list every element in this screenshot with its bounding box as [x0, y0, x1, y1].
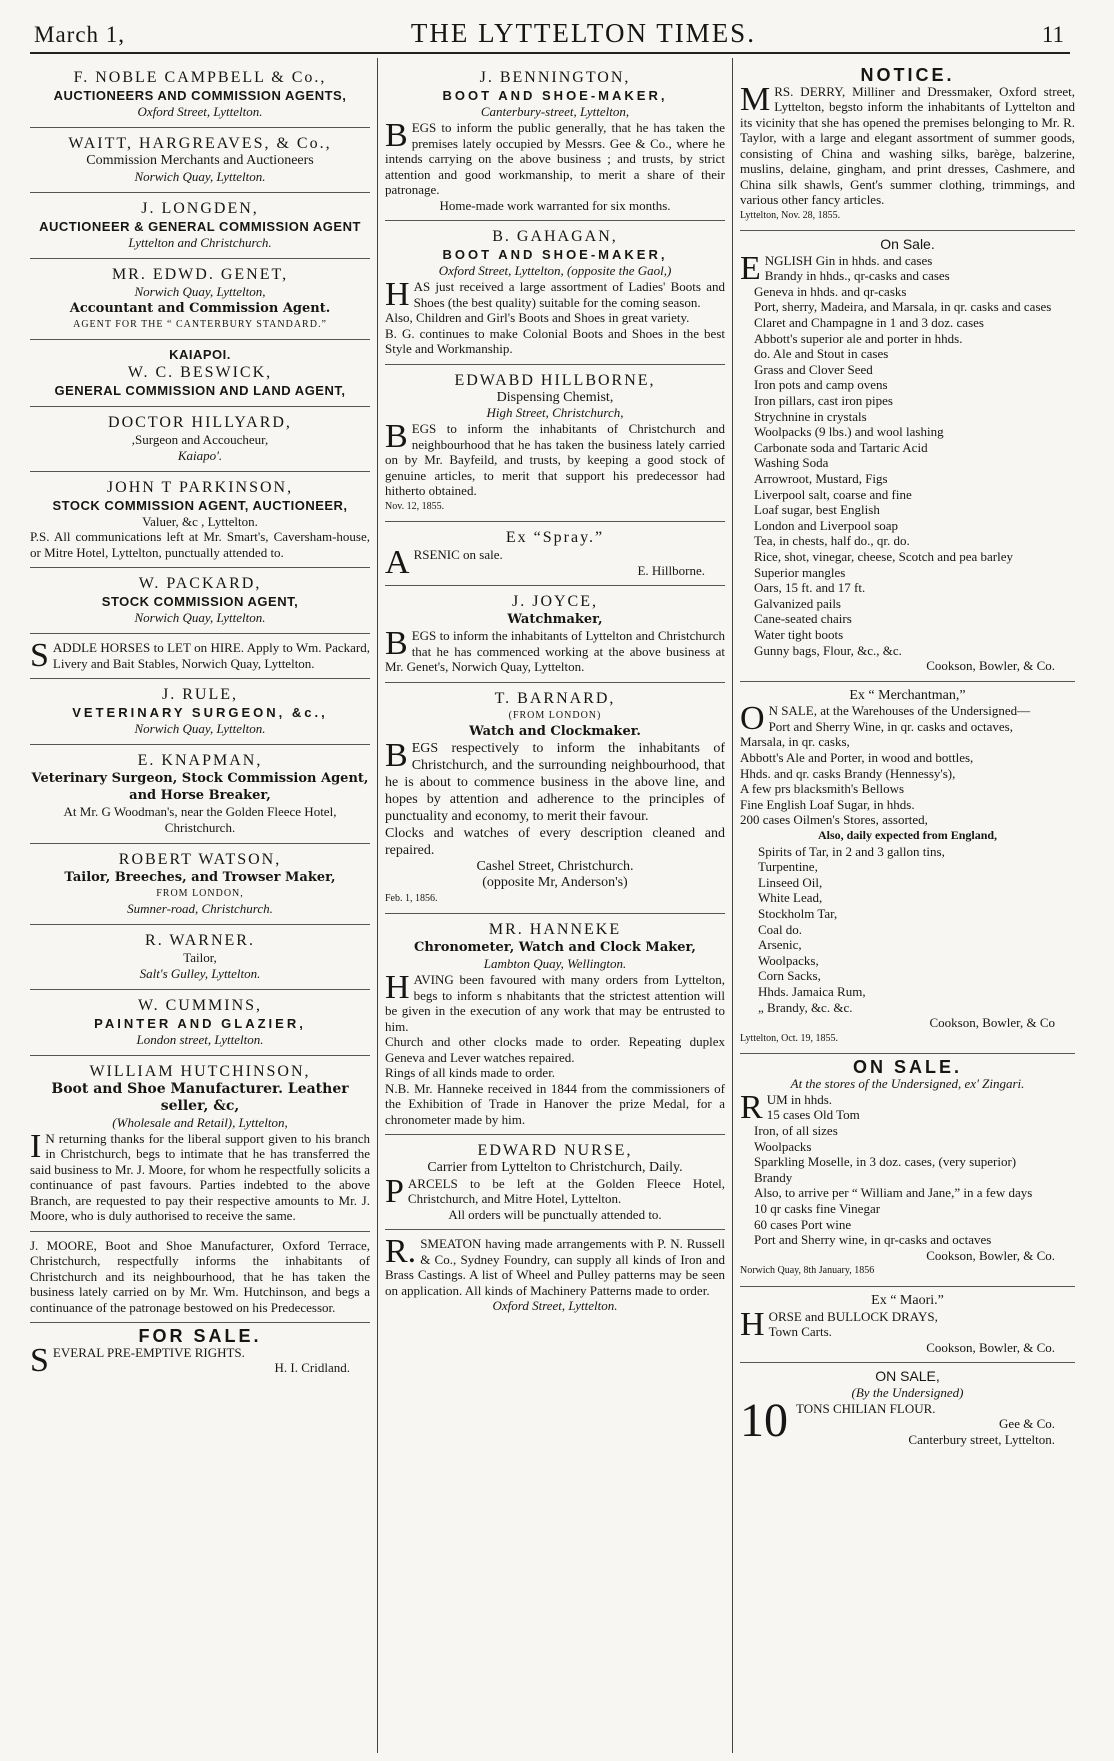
ad-address: Salt's Gulley, Lyttelton. [139, 965, 261, 981]
ad-paragraph: B. G. continues to make Colonial Boots and Shoes in the best Style and Workmanship. [385, 325, 725, 357]
list-item: Iron pots and camp ovens [754, 377, 888, 393]
ad-body: N SALE, at the Warehouses of the Undersigned— [768, 703, 1031, 719]
list-item: Woolpacks (9 lbs.) and wool lashing [754, 424, 944, 440]
list-item: 15 cases Old Tom [766, 1107, 860, 1123]
ad-address: Norwich Quay, Lyttelton. [134, 721, 266, 737]
ad-role: Commission Merchants and Auctioneers [86, 153, 314, 168]
list-item: Superior mangles [754, 564, 846, 580]
ad-body: ARCELS to be left at the Golden Fleece Hotel, Christchurch, and Mitre Hotel, Lyttelton. [407, 1175, 725, 1207]
advertisement [740, 62, 1075, 231]
list-item: Fine English Loaf Sugar, in hhds. [740, 796, 915, 812]
list-item: Abbott's superior ale and porter in hhds. [754, 330, 963, 346]
ad-body: RSENIC on sale. [413, 547, 503, 563]
ad-heading: Ex “ Maori.” [871, 1292, 944, 1308]
ad-role: STOCK COMMISSION AGENT, AUCTIONEER, [52, 497, 348, 513]
list-item: Water tight boots [754, 626, 844, 642]
list-item: Gunny bags, Flour, &c., &c. [754, 642, 902, 658]
ad-paragraph: All orders will be punctually attended to. [448, 1206, 662, 1222]
ad-place: KAIAPOI. [169, 347, 231, 363]
ad-name: W. C. BESWICK, [127, 364, 273, 382]
ad-name: T. BARNARD, [494, 689, 616, 707]
list-item: Arrowroot, Mustard, Figs [754, 471, 888, 486]
ad-address: High Street, Christchurch, [486, 405, 624, 421]
ad-note: Home-made work warranted for six months. [439, 197, 671, 213]
goods-list [740, 1107, 1075, 1247]
goods-list [740, 719, 1075, 828]
ad-body-wrap [385, 969, 725, 1034]
ad-heading: FOR SALE. [138, 1326, 262, 1347]
ad-name: ROBERT WATSON, [118, 850, 282, 868]
list-item: Arsenic, [758, 937, 802, 953]
ad-subtitle: Also, daily expected from England, [817, 827, 998, 842]
list-item: Iron, of all sizes [754, 1122, 838, 1138]
ad-paragraph: N.B. Mr. Hanneke received in 1844 from the commissioners of the Exhibition of Trade in Hanover the prize Medal, for a chronometer made by him. [385, 1080, 725, 1127]
advertisement [30, 1056, 370, 1232]
advertisement [740, 1287, 1075, 1363]
ad-name: JOHN T PARKINSON, [106, 478, 294, 496]
ad-body: AVING been favoured with many orders from Lyttelton, begs to inform s nhabitants that the strictest attention will be given in the execution of any work that may be entrusted to him. [385, 972, 725, 1034]
list-item: Brandy in hhds., qr-casks and cases [764, 268, 950, 284]
list-item: Liverpool salt, coarse and fine [754, 486, 912, 502]
ad-address: Cashel Street, Christchurch. [476, 859, 634, 875]
ad-name: WAITT, HARGREAVES, & Co., [68, 135, 332, 152]
advertisement [30, 193, 370, 259]
ad-paragraph: Rings of all kinds made to order. [385, 1065, 556, 1081]
drop-cap: A [385, 544, 410, 582]
ad-signature: Cookson, Bowler, & Co. [926, 658, 1055, 674]
advertisement [30, 925, 370, 990]
ad-address: Lambton Quay, Wellington. [483, 956, 627, 972]
advertisement [30, 745, 370, 843]
ad-heading: NOTICE. [860, 65, 955, 85]
list-item: Iron pillars, cast iron pipes [754, 393, 893, 409]
ad-body-wrap [385, 418, 725, 499]
column-1 [30, 62, 370, 1754]
ad-role: Carrier from Lyttelton to Christchurch, Daily. [427, 1160, 683, 1176]
advertisement [30, 990, 370, 1056]
ad-address: At Mr. G Woodman's, near the Golden Fleece Hotel, Christchurch. [63, 804, 337, 835]
ad-address: Norwich Quay, Lyttelton. [134, 610, 266, 626]
ad-body-wrap [385, 1172, 725, 1210]
advertisement [30, 62, 370, 128]
drop-cap: B [385, 737, 408, 775]
ad-paragraph: Town Carts. [768, 1324, 832, 1339]
ad-name: EDWARD NURSE, [477, 1142, 633, 1160]
ad-address: Norwich Quay, Lyttelton, [134, 283, 266, 299]
ad-subtitle: FROM LONDON, [156, 887, 244, 899]
drop-cap: H [740, 1305, 765, 1343]
drop-cap: S [30, 637, 49, 675]
advertisement [385, 1135, 725, 1230]
list-item: Also, to arrive per “ William and Jane,” in a few days [754, 1185, 1033, 1201]
list-item: Claret and Champagne in 1 and 3 doz. cases [754, 315, 984, 331]
ad-address: Norwich Quay, Lyttelton. [134, 168, 266, 184]
list-item: „ Brandy, &c. &c. [758, 999, 853, 1015]
ad-role: Accountant and Commission Agent. [69, 300, 331, 316]
ad-body: J. MOORE, Boot and Shoe Manufacturer, Oxford Terrace, Christchurch, respectfully informs the inhabitants of Christchurch and its neighbourhood, that he has taken the business lately carried on by Mr. Wm. Hutchinson, and begs a continuance of the patronage bestowed on his Predecessor. [30, 1237, 370, 1315]
ad-paragraph: Also, Children and Girl's Boots and Shoes in great variety. [385, 310, 690, 326]
advertisement [30, 407, 370, 472]
list-item: Galvanized pails [754, 595, 841, 611]
ad-signature: Cookson, Bowler, & Co. [926, 1339, 1055, 1355]
ad-role: Veterinary Surgeon, Stock Commission Agent, and Horse Breaker, [31, 771, 369, 804]
ad-body: AS just received a large assortment of Ladies' Boots and Shoes (the best quality) suitable for the coming season. [413, 279, 725, 310]
drop-cap: H [385, 276, 410, 314]
ad-name: MR. HANNEKE [488, 921, 622, 939]
advertisement [30, 1323, 370, 1383]
ad-role: Tailor, [183, 950, 217, 966]
ad-role: Boot and Shoe Manufacturer. Leather seller, &c, [51, 1080, 349, 1114]
ad-address: (Wholesale and Retail), Lyttelton, [112, 1114, 288, 1130]
advertisement [385, 221, 725, 365]
ad-signature: Gee & Co. [999, 1416, 1055, 1432]
drop-cap: H [385, 969, 410, 1007]
ad-subtitle: (FROM LONDON) [508, 709, 602, 721]
ad-role: AUCTIONEER & GENERAL COMMISSION AGENT [39, 218, 361, 234]
ad-body: ADDLE HORSES to LET on HIRE. Apply to Wm. Packard, Livery and Bait Stables, Norwich Quay, Lyttelton. [52, 640, 370, 671]
ad-name: E. KNAPMAN, [137, 752, 263, 770]
list-item: 60 cases Port wine [754, 1216, 852, 1232]
ad-body: SMEATON having made arrangements with P. N. Russell & Co., Sydney Foundry, can supply all kinds of Iron and Brass Castings. A list of Wheel and Pulley patterns may be seen on application. All kinds of Machinery Patterns made to order. [385, 1236, 725, 1298]
ad-subtitle: At the stores of the Undersigned, ex' Zingari. [790, 1075, 1025, 1091]
ad-date: Feb. 1, 1856. [385, 892, 438, 904]
ad-signature: H. I. Cridland. [274, 1360, 350, 1376]
ad-body: EGS to inform the inhabitants of Christchurch and neighbourhood that he has taken the business lately carried on by Mr. Bayfeild, and trusts, by keeping a good stock of genuine articles, to merit that support his predecessor had hitherto obtained. [385, 421, 725, 499]
drop-cap: B [385, 418, 408, 456]
ad-address: Oxford Street, Lyttelton, (opposite the Gaol,) [438, 263, 672, 279]
advertisement [30, 568, 370, 634]
advertisement [30, 1232, 370, 1324]
ad-subtitle: (By the Undersigned) [851, 1384, 964, 1400]
ad-role: Watchmaker, [507, 612, 603, 628]
ad-role: Chronometer, Watch and Clock Maker, [414, 940, 696, 956]
newspaper-title: THE LYTTELTON TIMES. [410, 18, 756, 48]
list-item: Woolpacks, [758, 952, 819, 968]
ad-name: J. JOYCE, [511, 593, 598, 611]
ad-role: GENERAL COMMISSION AND LAND AGENT, [54, 383, 346, 399]
ad-address: Sumner-road, Christchurch. [127, 901, 273, 917]
ad-address: Canterbury street, Lyttelton. [908, 1431, 1055, 1447]
ad-body: TONS CHILIAN FLOUR. [796, 1400, 936, 1416]
column-3 [740, 62, 1075, 1754]
ad-address: Canterbury-street, Lyttelton, [480, 104, 630, 119]
list-item: Grass and Clover Seed [754, 361, 873, 377]
masthead [34, 18, 1064, 48]
ad-address: Lyttelton and Christchurch. [128, 234, 272, 250]
ad-role: Dispensing Chemist, [496, 389, 614, 405]
advertisement [740, 1363, 1075, 1454]
advertisement [30, 128, 370, 193]
ad-date: Norwich Quay, 8th January, 1856 [740, 1265, 875, 1277]
list-item: Turpentine, [758, 859, 818, 875]
drop-cap: 10 [740, 1393, 788, 1447]
masthead-rule [30, 52, 1070, 54]
ad-body-wrap [740, 80, 1075, 208]
ad-body: EGS to inform the public generally, that he has taken the premises lately occupied by Messrs. Gee & Co., where he intends carrying on the above business ; and trusts, by strict attention and good workmanship, to merit a share of their patronage. [385, 120, 725, 197]
column-divider [732, 58, 733, 1753]
ad-role: PAINTER AND GLAZIER, [94, 1015, 306, 1031]
list-item: Geneva in hhds. and qr-casks [754, 283, 907, 299]
ad-name: MR. EDWD. GENET, [111, 265, 289, 283]
ad-heading: On Sale. [880, 236, 935, 253]
drop-cap: B [385, 117, 408, 154]
ad-body: NGLISH Gin in hhds. and cases [764, 252, 933, 268]
list-item: Strychnine in crystals [754, 408, 867, 424]
list-item: Sparkling Moselle, in 3 doz. cases, (very superior) [754, 1154, 1017, 1170]
ad-body: RS. DERRY, Milliner and Dressmaker, Oxford street, Lyttelton, begsto inform the inhabitants of Lyttelton and its vicinity that she has opened the premises belonging to Mr. R. Taylor, with a large and elegant assortment of summer goods, consisting of China and washing silks, barège, balzerine, muslins, delaine, gingham, and print dresses, Cashmere, and China silk shawls, Gent's summer clothing, trimmings, and various other fancy articles. [740, 83, 1075, 208]
ad-address: (opposite Mr, Anderson's) [482, 875, 628, 891]
column-2 [385, 62, 725, 1754]
ad-role: VETERINARY SURGEON, &c., [72, 705, 328, 721]
drop-cap: P [385, 1172, 404, 1210]
advertisement [30, 679, 370, 745]
list-item: Port and Sherry wine, in qr-casks and octaves [754, 1232, 992, 1248]
list-item: Washing Soda [754, 455, 829, 471]
advertisement [385, 586, 725, 683]
advertisement [385, 62, 725, 221]
goods-list [740, 844, 1075, 1016]
ad-note: AGENT FOR THE “ CANTERBURY STANDARD.” [73, 318, 327, 330]
ad-paragraph: Clocks and watches of every description cleaned and repaired. [385, 826, 725, 859]
drop-cap: M [740, 80, 771, 118]
list-item: Tea, in chests, half do., qr. do. [754, 533, 910, 549]
issue-date: March 1, [34, 22, 126, 47]
list-item: Brandy [754, 1169, 793, 1185]
ad-body-wrap [30, 637, 370, 675]
advertisement [740, 682, 1075, 1055]
list-item: Port and Sherry Wine, in qr. casks and octaves, [768, 718, 1013, 734]
list-item: Woolpacks [754, 1138, 812, 1154]
ad-signature: Cookson, Bowler, & Co. [926, 1247, 1055, 1263]
list-item: A few prs blacksmith's Bellows [740, 781, 905, 797]
ad-body-wrap [385, 625, 725, 675]
list-item: Port, sherry, Madeira, and Marsala, in qr. casks and cases [754, 299, 1052, 315]
ad-body: P.S. All communications left at Mr. Smart's, Caversham-house, or Mitre Hotel, Lyttelton, punctually attended to. [30, 529, 370, 560]
ad-heading: ON SALE, [875, 1368, 940, 1385]
column-divider [377, 58, 378, 1753]
list-item: Spirits of Tar, in 2 and 3 gallon tins, [758, 843, 945, 859]
list-item: 200 cases Oilmen's Stores, assorted, [740, 812, 928, 828]
advertisement [30, 844, 370, 926]
advertisement [385, 914, 725, 1135]
ad-role: AUCTIONEERS AND COMMISSION AGENTS, [53, 88, 347, 103]
advertisement [740, 1054, 1075, 1287]
drop-cap: R. [385, 1233, 417, 1271]
list-item: Linseed Oil, [758, 874, 823, 890]
list-item: Coal do. [758, 921, 803, 937]
list-item: White Lead, [758, 890, 823, 906]
drop-cap: I [30, 1127, 42, 1165]
advertisement [385, 1230, 725, 1321]
list-item: Marsala, in qr. casks, [740, 734, 850, 750]
advertisement [385, 522, 725, 586]
ad-name: J. LONGDEN, [141, 199, 259, 217]
list-item: Carbonate soda and Tartaric Acid [754, 439, 928, 455]
ad-body: EGS to inform the inhabitants of Lyttelton and Christchurch that he has commenced working at the above business at Mr. Genet's, Norwich Quay, Lyttelton. [385, 628, 725, 675]
advertisement [385, 365, 725, 523]
ad-role: BOOT AND SHOE-MAKER, [442, 88, 668, 103]
ad-role: Watch and Clockmaker. [469, 724, 641, 740]
list-item: Loaf sugar, best English [754, 502, 880, 518]
ad-role: BOOT AND SHOE-MAKER, [442, 247, 668, 263]
list-item: Hhds. Jamaica Rum, [758, 983, 866, 999]
ad-paragraph: Church and other clocks made to order. Repeating duplex Geneva and Lever watches repaired. [385, 1034, 725, 1065]
ad-subtitle: Valuer, &c , Lyttelton. [142, 513, 258, 529]
ad-role: ,Surgeon and Accoucheur, [131, 432, 269, 448]
list-item: Cane-seated chairs [754, 611, 852, 627]
ad-date: Lyttelton, Nov. 28, 1855. [740, 209, 841, 221]
ad-body: UM in hhds. [766, 1091, 833, 1107]
ad-date: Lyttelton, Oct. 19, 1855. [740, 1032, 839, 1044]
ad-body-wrap [385, 737, 725, 825]
ad-role: STOCK COMMISSION AGENT, [101, 594, 299, 610]
drop-cap: E [740, 249, 761, 287]
drop-cap: O [740, 700, 765, 738]
advertisement [30, 340, 370, 407]
ad-signature: E. Hillborne. [637, 562, 705, 578]
advertisement [30, 634, 370, 679]
list-item: Stockholm Tar, [758, 905, 838, 921]
ad-heading: Ex “ Merchantman,” [849, 687, 966, 703]
ad-signature: Cookson, Bowler, & Co [929, 1015, 1055, 1031]
ad-name: EDWABD HILLBORNE, [454, 371, 656, 389]
ad-name: R. WARNER. [145, 932, 255, 950]
goods-list [740, 268, 1075, 658]
ad-address: Oxford Street, Lyttelton. [137, 104, 263, 119]
drop-cap: R [740, 1088, 763, 1126]
advertisement [385, 683, 725, 914]
ad-body: EVERAL PRE-EMPTIVE RIGHTS. [52, 1344, 245, 1360]
ad-role: Tailor, Breeches, and Trowser Maker, [64, 869, 336, 885]
advertisement [30, 259, 370, 341]
ad-name: J. RULE, [162, 686, 238, 704]
ad-body-wrap [385, 276, 725, 314]
ad-address: London street, Lyttelton. [136, 1031, 264, 1047]
advertisement [740, 231, 1075, 682]
ad-body: N returning thanks for the liberal support given to his branch in Christchurch, begs to intimate that he has transferred the said business to Mr. J. Moore, for whom he respectfully solicits a continuance of past favours. Parties indebted to the above Branch, are requested to pay their respective amounts to Mr. J. Moore, who is duly authorised to receive the same. [30, 1130, 370, 1224]
ad-name: W. PACKARD, [138, 575, 262, 593]
list-item: 10 qr casks fine Vinegar [754, 1200, 881, 1216]
list-item: Hhds. and qr. casks Brandy (Hennessy's), [740, 765, 956, 781]
ad-name: B. GAHAGAN, [492, 228, 618, 246]
ad-date: Nov. 12, 1855. [385, 500, 445, 512]
list-item: do. Ale and Stout in cases [754, 346, 889, 362]
advertisement [30, 472, 370, 569]
ad-name: F. NOBLE CAMPBELL & Co., [73, 69, 327, 86]
page-number: 11 [1041, 22, 1064, 47]
ad-body-wrap [30, 1127, 370, 1224]
list-item: Oars, 15 ft. and 17 ft. [754, 580, 866, 596]
ad-body: ORSE and BULLOCK DRAYS, [768, 1308, 938, 1324]
ad-name: WILLIAM HUTCHINSON, [89, 1062, 311, 1080]
ad-address: Kaiapo'. [177, 447, 223, 463]
list-item: Abbott's Ale and Porter, in wood and bottles, [740, 750, 974, 765]
ad-name: W. CUMMINS, [137, 996, 263, 1014]
ad-body: EGS respectively to inform the inhabitants of Christchurch, and the surrounding neighbourhood, that he is about to commence business in the above line, and hopes by attention and adherence to the principles of punctuality and economy, to merit their favour. [385, 741, 725, 825]
ad-name: J. BENNINGTON, [479, 69, 631, 86]
ad-body-wrap [385, 117, 725, 198]
ad-heading: Ex “Spray.” [505, 529, 605, 547]
drop-cap: S [30, 1341, 49, 1379]
ad-address: Oxford Street, Lyttelton. [492, 1298, 618, 1314]
ad-name: DOCTOR HILLYARD, [108, 414, 292, 432]
list-item: Corn Sacks, [758, 968, 821, 984]
ad-heading: ON SALE. [852, 1057, 962, 1078]
ad-body-wrap [385, 1233, 725, 1298]
list-item: Rice, shot, vinegar, cheese, Scotch and pea barley [754, 548, 1014, 564]
drop-cap: B [385, 625, 408, 663]
list-item: London and Liverpool soap [754, 517, 899, 533]
